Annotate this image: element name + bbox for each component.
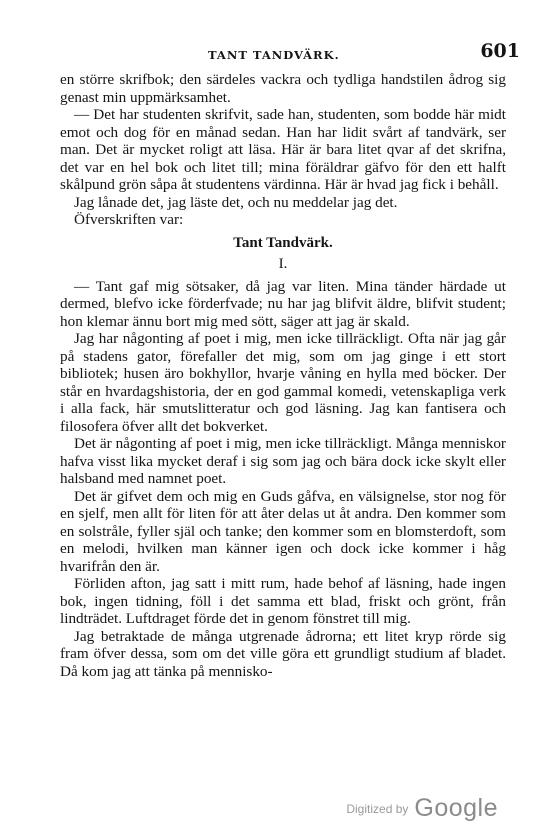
story-title: Tant Tandvärk. — [233, 234, 333, 251]
paragraph: Öfverskriften var: — [74, 211, 184, 228]
running-title: TANT TANDVÄRK. — [208, 48, 340, 62]
body-text — [60, 71, 506, 680]
paragraph: Det är gifvet dem och mig en Guds gåfva, en välsignelse, stor nog för en sjelf, men allt för liten för att åter delas ut åt andra. Den kommer som en solstråle, fyller själ och tanke; den kommer som en blomsterdoft, som en melodi, hvilken man känner igen och dock icke kommer i håg hvarifrån den är. — [60, 487, 506, 575]
paragraph: — Tant gaf mig sötsaker, då jag var liten. Mina tänder härdade ut dermed, blefvo icke förderfvade; nu har jag blifvit äldre, blifvit student; hon klemar ännu bort mig med sött, säger att jag är skald. — [60, 277, 506, 330]
page-number: 601 — [480, 40, 520, 62]
paragraph: Jag lånade det, jag läste det, och nu meddelar jag det. — [74, 193, 398, 211]
digitization-watermark — [346, 794, 498, 823]
section-numeral: I. — [278, 256, 288, 272]
paragraph: Jag har någonting af poet i mig, men icke tillräckligt. Ofta när jag går på stadens gator, förefaller det mig, som om jag ginge i ett stort bibliotek; husen äro bokhyllor, hvarje våning en hylla med böcker. Der står en hvardagshistoria, der en god gammal komedi, vetenskapliga verk i alla fack, här smutslitteratur och god läsning. Jag kan fantisera och filosofera öfver allt det bokverket. — [60, 330, 506, 435]
paragraph: Det är någonting af poet i mig, men icke tillräckligt. Många menniskor hafva visst lika mycket deraf i sig som jag och bära dock icke skylt eller halsband med namnet poet. — [60, 435, 506, 487]
digitized-label: Digitized by — [346, 801, 409, 816]
paragraph: Förliden afton, jag satt i mitt rum, hade behof af läsning, hade ingen bok, ingen tidning, föll i det samma ett blad, friskt och grönt, från lindträdet. Luftdraget förde det in genom fönstret till mig. — [60, 575, 506, 627]
google-logo: Google — [414, 794, 498, 822]
paragraph: en större skrifbok; den särdeles vackra och tydliga handstilen ådrog sig genast min uppmärksamhet. — [60, 71, 506, 106]
running-head — [60, 38, 520, 68]
paragraph: — Det har studenten skrifvit, sade han, studenten, som bodde här midt emot och dog för en månad sedan. Han har lidit svårt af tandvärk, ser man. Det är mycket roligt att läsa. Här är bara litet qvar af det skrifna, det var en hel bok och litet till; mina föräldrar gäfvo för den ett halft skålpund grön såpa åt studentens värdinna. Här är hvad jag fick i behåll. — [60, 106, 506, 193]
paragraph: Jag betraktade de många utgrenade ådrorna; ett litet kryp rörde sig fram öfver dessa, som om det ville göra ett grundligt studium af bladet. Då kom jag att tänka på mennisko- — [60, 627, 506, 680]
